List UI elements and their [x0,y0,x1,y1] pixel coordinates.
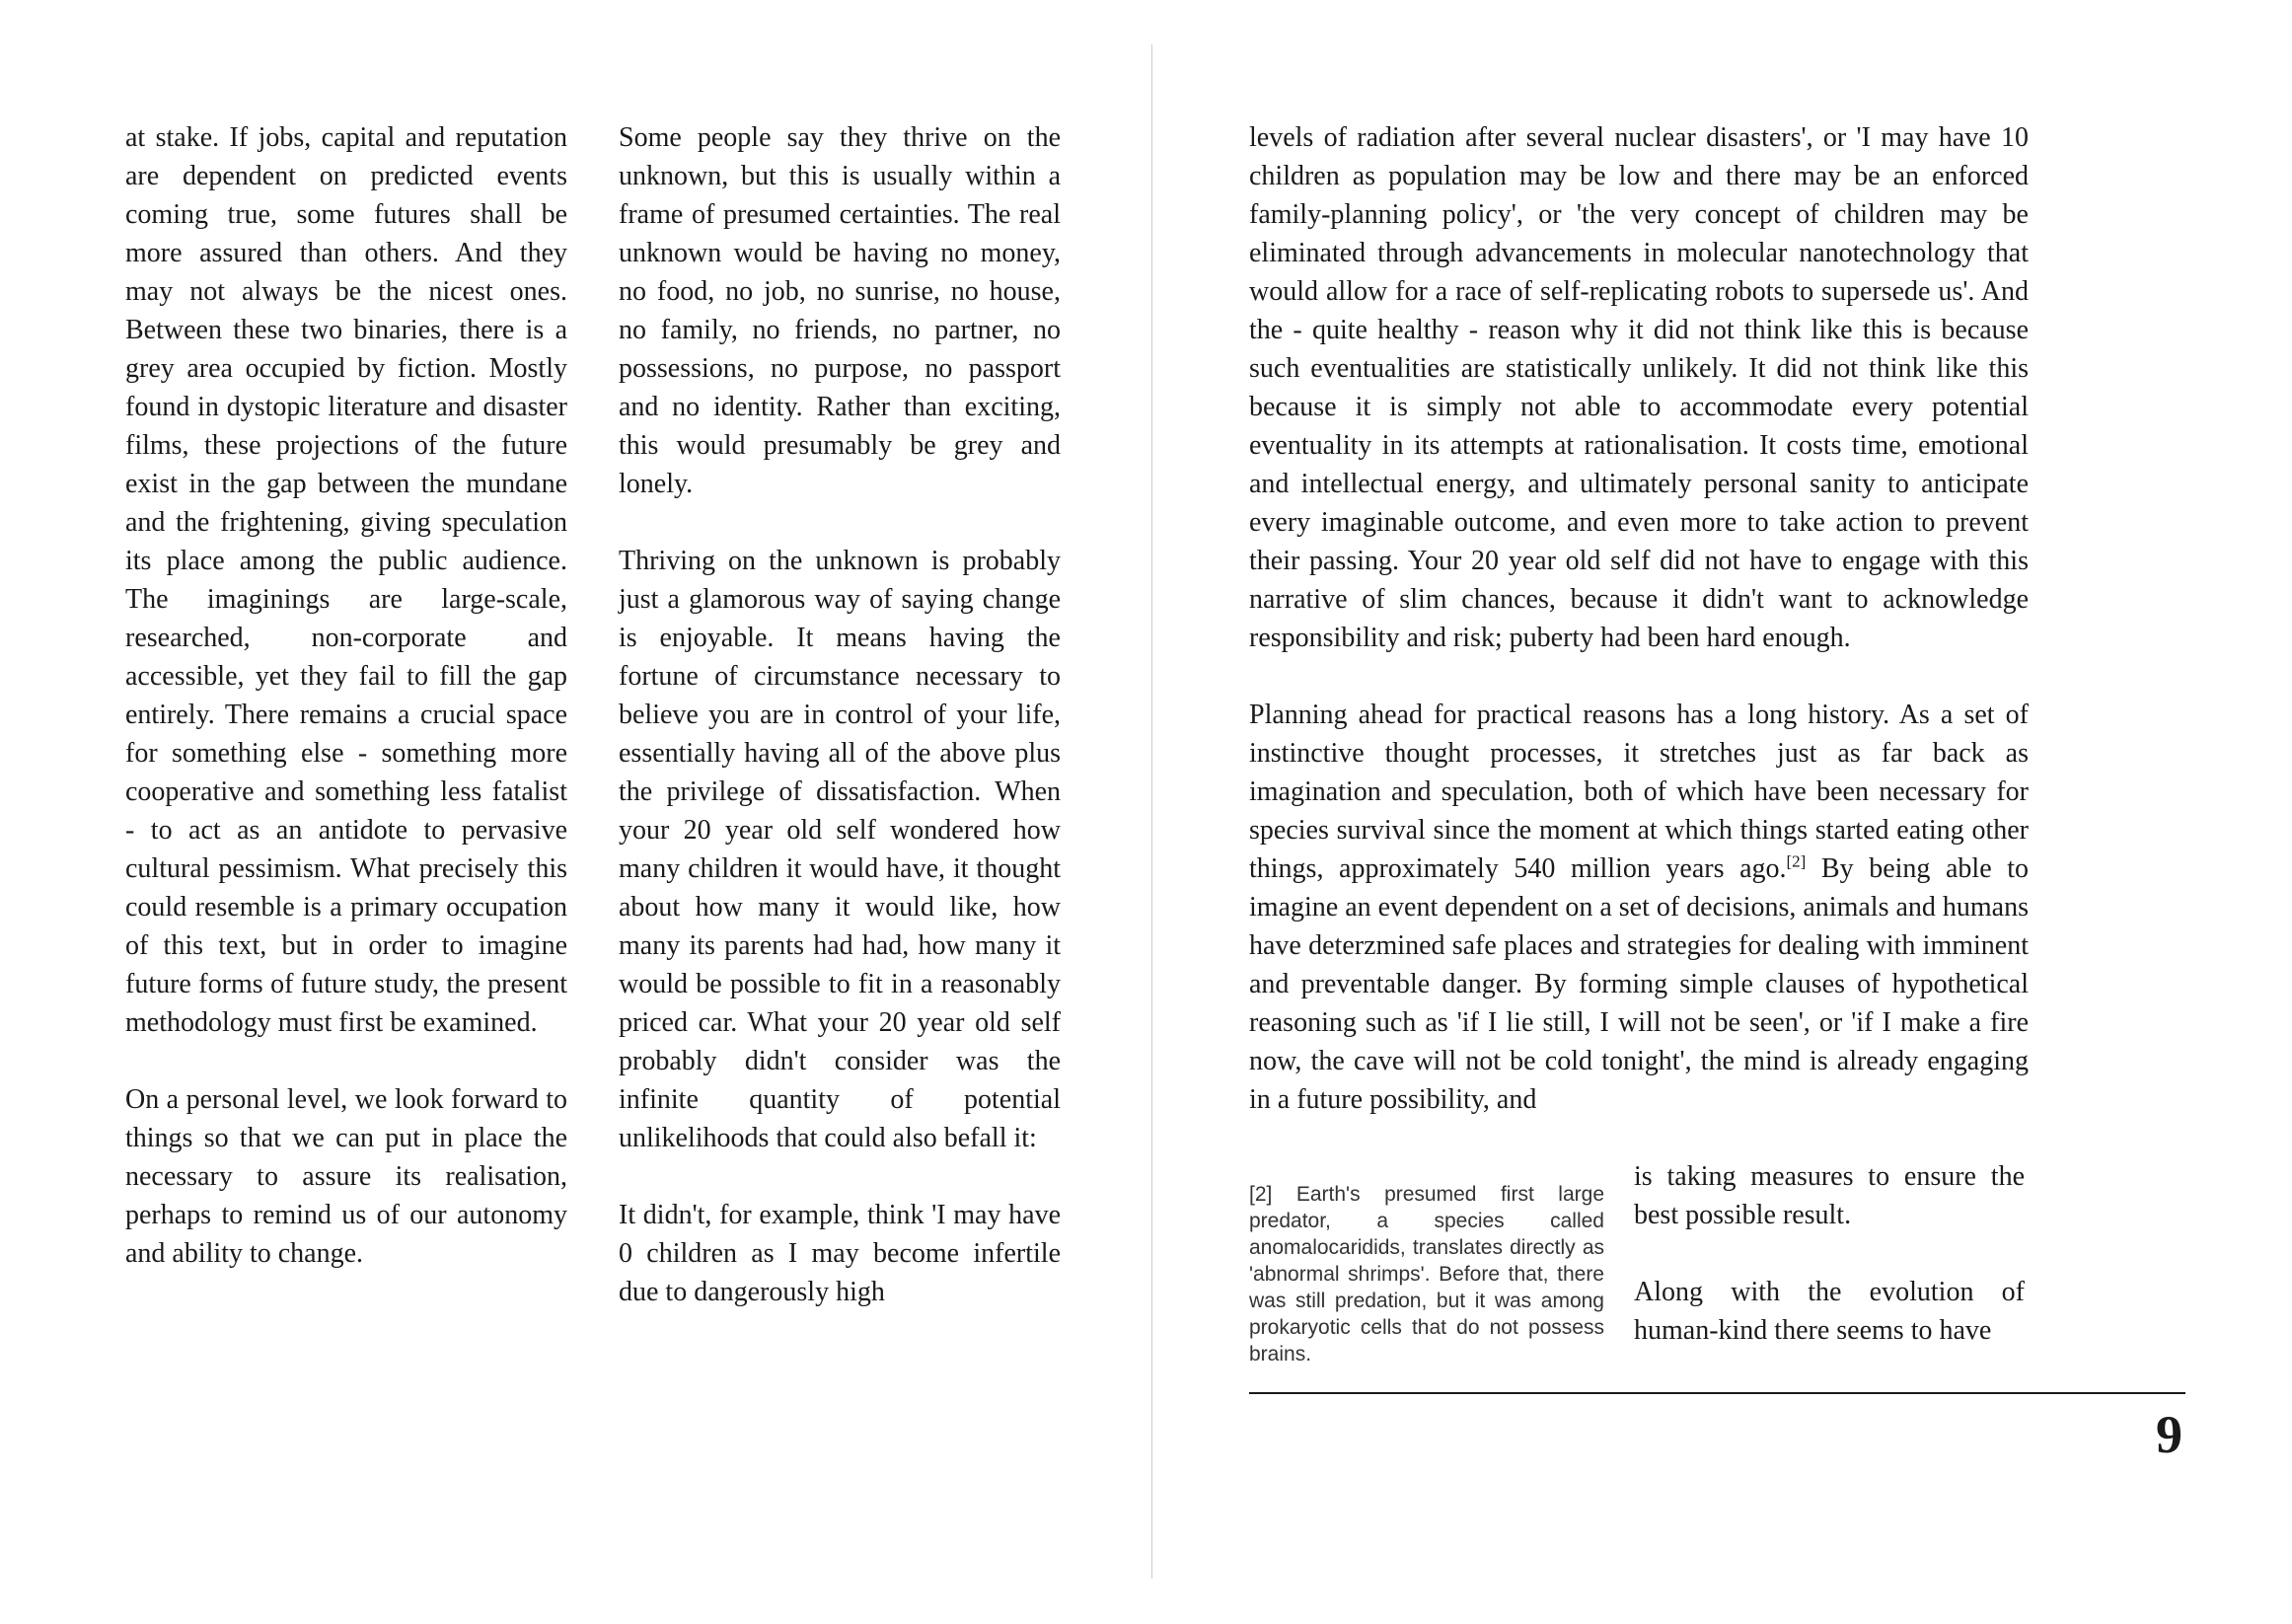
footnote [1249,1181,1604,1388]
footnote-and-continuation-row [1249,1157,2029,1388]
page-number: 9 [2156,1405,2182,1464]
right-page [1249,118,2185,1388]
left-page-column-1 [125,118,567,1311]
paragraph-continuation: is taking measures to ensure the best possible result. [1634,1161,2025,1230]
paragraph: On a personal level, we look forward to things so that we can put in place the necessary to assure its realisation, perhaps to remind us of our autonomy and ability to change. [125,1084,567,1269]
left-page-column-2 [619,118,1061,1311]
paragraph: It didn't, for example, think 'I may have 0 children as I may become infertile due to dangerously high [619,1200,1061,1307]
footnote-marker: [2] [1249,1183,1273,1206]
text-continuation-column [1634,1157,2025,1388]
footer-rule [1249,1392,2185,1394]
paragraph: Some people say they thrive on the unknown, but this is usually within a frame of presumed certainties. The real unknown would be having no money, no food, no job, no sunrise, no house, no family, no friends, no partner, no possessions, no purpose, no passport and no identity. Rather than exciting, this would presumably be grey and lonely. [619,122,1061,499]
paragraph [1249,696,2029,1119]
right-page-text-column [1249,118,2029,1119]
page-divider [1151,44,1152,1579]
left-page [125,118,1061,1311]
paragraph: levels of radiation after several nuclear disasters', or 'I may have 10 children as population may be low and there may be an enforced family-planning policy', or 'the very concept of children may be eliminated through advancements in molecular nanotechnology that would allow for a race of self-replicating robots to supersede us'. And the - quite healthy - reason why it did not think like this is because such eventualities are statistically unlikely. It did not think like this because it is simply not able to accommodate every potential eventuality in its attempts at rationalisation. It costs time, emotional and intellectual energy, and ultimately personal sanity to anticipate every imaginable outcome, and even more to take action to prevent their passing. Your 20 year old self did not have to engage with this narrative of slim chances, because it didn't want to acknowledge responsibility and risk; puberty had been hard enough. [1249,122,2029,653]
footnote-reference: [2] [1786,851,1807,871]
paragraph: Along with the evolution of human-kind there seems to have [1634,1277,2025,1346]
paragraph-text-after-footnote-ref: By being able to imagine an event dependent on a set of decisions, animals and humans have deterzmined safe places and strategies for dealing with imminent and preventable danger. By forming simple clauses of hypothetical reasoning such as 'if I lie still, I will not be seen', or 'if I make a fire now, the cave will not be cold tonight', the mind is already engaging in a future possibility, and [1249,853,2030,1115]
paragraph: Thriving on the unknown is probably just a glamorous way of saying change is enjoyable. It means having the fortune of circumstance necessary to believe you are in control of your life, essentially having all of the above plus the privilege of dissatisfaction. When your 20 year old self wondered how many children it would have, it thought about how many it would like, how many its parents had had, how many it would be possible to fit in a reasonably priced car. What your 20 year old self probably didn't consider was the infinite quantity of potential unlikelihoods that could also befall it: [619,546,1061,1153]
paragraph-text-before-footnote-ref: Planning ahead for practical reasons has a long history. As a set of instinctive thought processes, it stretches just as far back as imagination and speculation, both of which have been necessary for species survival since the moment at which things started eating other things, approximately 540 million years ago. [1249,700,2029,884]
footnote-text: Earth's presumed first large predator, a species called anomalocaridids, translates directly as 'abnormal shrimps'. Before that, there was still predation, but it was among prokaryotic cells that do not possess brains. [1249,1183,1604,1366]
paragraph: at stake. If jobs, capital and reputation are dependent on predicted events coming true, some futures shall be more assured than others. And they may not always be the nicest ones. Between these two binaries, there is a grey area occupied by fiction. Mostly found in dystopic literature and disaster films, these projections of the future exist in the gap between the mundane and the frightening, giving speculation its place among the public audience. The imaginings are large-scale, researched, non-corporate and accessible, yet they fail to fill the gap entirely. There remains a crucial space for something else - something more cooperative and something less fatalist - to act as an antidote to pervasive cultural pessimism. What precisely this could resemble is a primary occupation of this text, but in order to imagine future forms of future study, the present methodology must first be examined. [125,122,567,1038]
